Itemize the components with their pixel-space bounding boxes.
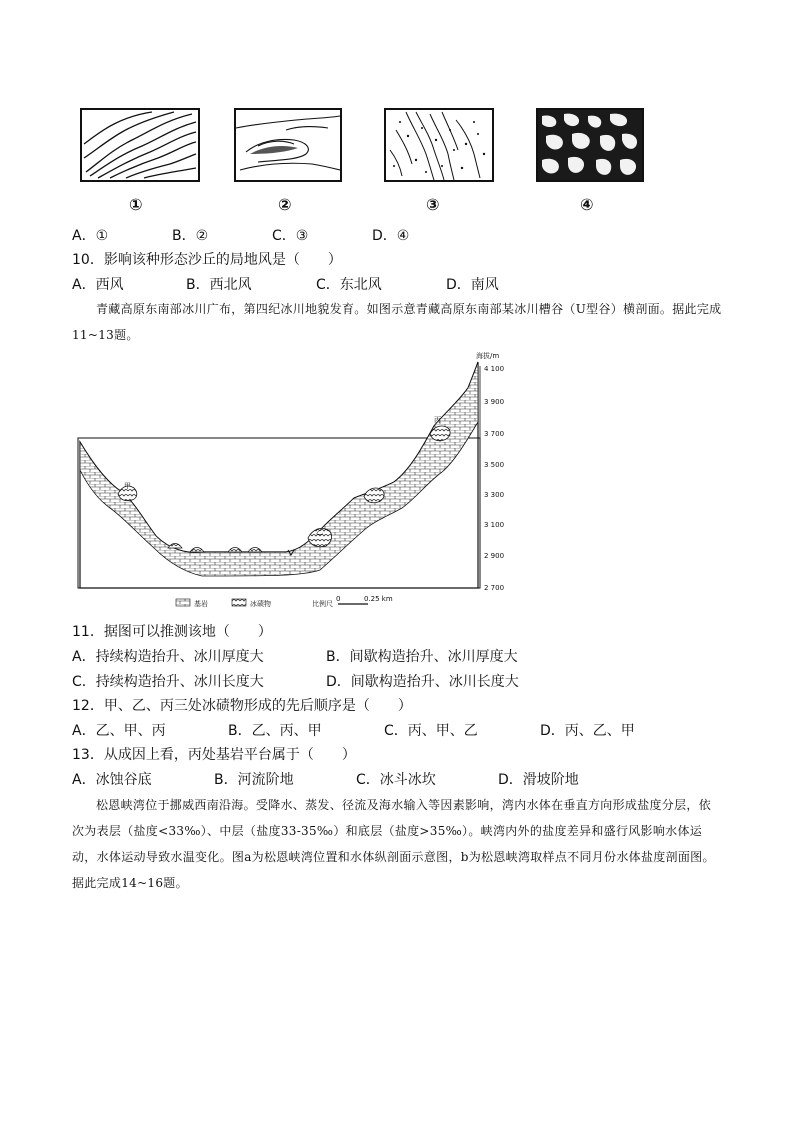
glacial-valley-profile [72,352,512,612]
figure-label-4: ④ [580,195,594,214]
q13-option-c[interactable]: C．冰斗冰坎 [356,772,436,788]
legend-scale-value: 0.25 km [364,595,393,603]
dune-figure-1-drawing [82,110,198,180]
bedrock-layer [80,362,478,576]
passage-glacier: 青藏高原东南部冰川广布，第四纪冰川地貌发育。如图示意青藏高原东南部某冰川槽谷（U型谷）横剖面。据此完成11~13题。 [72,302,722,342]
elevation-axis-title: 海拔/m [476,352,500,360]
label-yi: 乙 [316,528,323,536]
tick-4100: 4 100 [484,365,505,373]
q10-option-d[interactable]: D．南风 [446,277,499,293]
dune-figure-2-drawing [236,110,340,180]
q12-option-b[interactable]: B．乙、丙、甲 [228,723,322,739]
moraine-terrace [364,488,384,503]
q9-option-a[interactable]: A．① [72,228,109,244]
q10-option-c[interactable]: C．东北风 [316,277,382,293]
q9-option-b[interactable]: B．② [172,228,209,244]
q11-option-a[interactable]: A．持续构造抬升、冰川厚度大 [72,649,264,665]
legend-bedrock-label: 基岩 [194,600,208,608]
legend-scale-label: 比例尺 [312,600,333,608]
legend-moraine-label: 冰碛物 [250,600,271,608]
legend-scale-zero: 0 [336,595,341,603]
dune-figure-4-drawing [538,110,642,180]
dune-figure-1 [80,108,200,182]
dune-figure-3 [384,108,494,182]
q9-option-c[interactable]: C．③ [272,228,309,244]
legend-moraine-swatch [232,599,246,606]
q11-option-c[interactable]: C．持续构造抬升、冰川长度大 [72,674,264,690]
figure-label-3: ③ [426,195,440,214]
label-bing: 丙 [434,416,441,424]
q13-option-a[interactable]: A．冰蚀谷底 [72,772,152,788]
figure-label-1: ① [129,195,143,214]
tick-2900: 2 900 [484,552,505,560]
tick-3100: 3 100 [484,521,505,529]
q11-option-d[interactable]: D．间歇构造抬升、冰川长度大 [326,674,519,690]
q12-stem: 12．甲、乙、丙三处冰碛物形成的先后顺序是（ ） [72,698,412,714]
elevation-ticks [484,365,504,592]
figure-label-2: ② [278,195,292,214]
tick-3700: 3 700 [484,430,505,438]
q9-option-d[interactable]: D．④ [372,228,410,244]
dune-figure-2 [234,108,342,182]
tick-3500: 3 500 [484,461,505,469]
q10-stem: 10．影响该种形态沙丘的局地风是（ ） [72,252,342,268]
tick-2700: 2 700 [484,584,505,592]
q12-option-a[interactable]: A．乙、甲、丙 [72,723,166,739]
q11-stem: 11．据图可以推测该地（ ） [72,624,272,640]
q12-option-d[interactable]: D．丙、乙、甲 [540,723,635,739]
tick-3300: 3 300 [484,491,505,499]
dune-figure-4 [536,108,644,182]
label-jia: 甲 [124,482,131,490]
passage-fjord: 松恩峡湾位于挪威西南沿海。受降水、蒸发、径流及海水输入等因素影响，湾内水体在垂直方向形成盐度分层，依次为表层（盐度<33‰）、中层（盐度33-35‰）和底层（盐度>35‰）。峡湾内外的盐度差异和盛行风影响水体运动，水体运动导致水温变化。图a为松恩峡湾位置和水体纵剖面示意图，b为松恩峡湾取样点不同月份水体盐度剖面图。据此完成14~16题。 [72,798,715,890]
q10-option-a[interactable]: A．西风 [72,277,124,293]
q12-option-c[interactable]: C．丙、甲、乙 [384,723,478,739]
q13-option-b[interactable]: B．河流阶地 [214,772,294,788]
q13-option-d[interactable]: D．滑坡阶地 [498,772,579,788]
legend-bedrock-swatch [176,599,190,606]
q10-option-b[interactable]: B．西北风 [186,277,252,293]
tick-3900: 3 900 [484,398,505,406]
q13-stem: 13．从成因上看，丙处基岩平台属于（ ） [72,747,356,763]
dune-figure-3-drawing [386,110,492,180]
q11-option-b[interactable]: B．间歇构造抬升、冰川厚度大 [326,649,518,665]
